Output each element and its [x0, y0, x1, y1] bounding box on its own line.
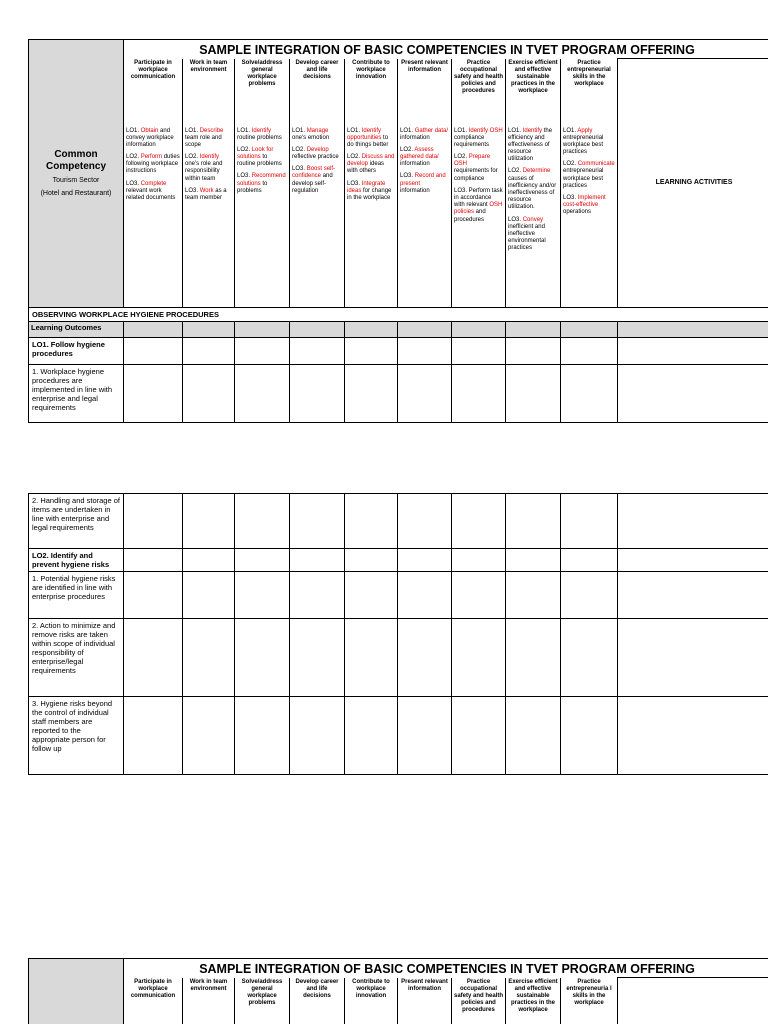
lo-text: LO3. — [563, 195, 578, 201]
competency-header: Contribute to workplace innovation — [345, 978, 398, 1024]
page-title-2: SAMPLE INTEGRATION OF BASIC COMPETENCIES IN TVET PROGRAM OFFERING — [124, 959, 768, 978]
learning-outcome-cell — [345, 125, 398, 308]
learning-outcomes-header: Learning Outcomes — [29, 322, 124, 338]
empty-cell — [290, 365, 345, 423]
competency-header: Work in team environment — [183, 59, 235, 125]
empty-cell — [618, 978, 768, 1024]
empty-cell — [345, 572, 398, 619]
lo-verb: OSH policies — [454, 202, 503, 216]
competency-header: Participate in workplace communication — [124, 59, 183, 125]
subsector-label: (Hotel and Restaurant) — [40, 189, 112, 197]
empty-cell — [398, 697, 452, 775]
learning-outcome — [292, 147, 342, 161]
sector-label: Tourism Sector — [52, 177, 100, 185]
table-row — [29, 549, 768, 572]
empty-cell — [506, 619, 561, 697]
lo-verb: Perform — [140, 154, 163, 161]
competency-header-row-2 — [29, 978, 768, 1024]
competency-table-middle — [28, 493, 768, 775]
lo-text: compliance requirements — [454, 134, 490, 148]
competency-header: Exercise efficient and effective sustainable practices in the workplace — [506, 59, 561, 125]
learning-outcome — [508, 168, 558, 211]
lo-text: and procedures — [454, 209, 486, 223]
lo-verb: Assess gathered data/ — [400, 146, 439, 161]
empty-cell — [345, 697, 398, 775]
row-label: LO2. Identify and prevent hygiene risks — [29, 549, 124, 572]
lo-text: LO1. — [508, 127, 523, 134]
lo-text: LO3. Perform task in accordance with relevant — [454, 187, 503, 209]
empty-cell — [452, 619, 506, 697]
table-row — [29, 365, 768, 423]
lo-text: ideas with others — [347, 161, 385, 175]
learning-outcome — [185, 128, 232, 150]
empty-cell — [235, 338, 290, 365]
learning-outcome — [237, 147, 287, 169]
lo-text: to problems — [237, 180, 268, 194]
empty-cell — [290, 619, 345, 697]
empty-cell — [618, 365, 768, 423]
empty-cell — [452, 572, 506, 619]
page-title: SAMPLE INTEGRATION OF BASIC COMPETENCIES IN TVET PROGRAM OFFERING — [124, 40, 768, 59]
learning-outcome — [347, 181, 395, 203]
lo-verb: Identify opportunities — [347, 127, 382, 141]
empty-cell — [345, 494, 398, 549]
learning-activities-header: LEARNING ACTIVITIES — [618, 59, 768, 308]
lo-text: to routine problems — [237, 154, 282, 168]
lo-verb: Describe — [199, 127, 224, 134]
table-row — [29, 338, 768, 365]
learning-outcome — [292, 166, 342, 195]
lo-text: information — [400, 161, 430, 168]
empty-cell — [561, 549, 618, 572]
lo-text: the efficiency and effectiveness of resource utilization — [508, 127, 553, 163]
lo-text: LO1. — [292, 127, 307, 134]
empty-cell — [452, 338, 506, 365]
empty-cell — [235, 365, 290, 423]
learning-outcome-cell — [124, 125, 183, 308]
row-label: 1. Workplace hygiene procedures are implemented in line with enterprise and legal requirements — [29, 365, 124, 423]
row-label: 2. Action to minimize and remove risks are taken within scope of individual responsibility of enterprise/legal requirements — [29, 619, 124, 697]
lo-verb: Develop — [306, 146, 329, 153]
lo-verb: Recommend solutions — [237, 173, 286, 187]
empty-cell — [506, 549, 561, 572]
lo-text: as a team member — [185, 187, 227, 201]
lo-text: to do things better — [347, 134, 389, 148]
competency-header: Work in team environment — [183, 978, 235, 1024]
lo-verb: Manage — [306, 127, 329, 134]
lo-text: for change in the workplace — [347, 187, 392, 201]
empty-cell — [618, 572, 768, 619]
empty-cell — [506, 365, 561, 423]
lo-text: LO2. — [400, 146, 415, 153]
common-competency-cell-2 — [29, 959, 124, 1024]
empty-cell — [183, 494, 235, 549]
lo-text: one's emotion — [292, 134, 330, 141]
lo-text: LO1. — [237, 127, 252, 134]
learning-outcomes-header-row — [29, 322, 768, 338]
empty-cell — [398, 549, 452, 572]
lo-text: inefficient and ineffective environmental practices — [508, 223, 546, 252]
lo-text: LO3. — [126, 180, 141, 187]
lo-verb: Complete — [140, 180, 167, 187]
row-label: 3. Hygiene risks beyond the control of individual staff members are reported to the appropriate person for follow up — [29, 697, 124, 775]
learning-outcome — [237, 173, 287, 195]
lo-text: LO2. — [237, 146, 252, 153]
learning-outcome — [185, 154, 232, 183]
learning-outcome-cell — [398, 125, 452, 308]
learning-outcome — [292, 128, 342, 142]
empty-cell — [183, 572, 235, 619]
lo-verb: Work — [199, 187, 214, 194]
empty-cell — [345, 549, 398, 572]
empty-cell — [235, 549, 290, 572]
learning-outcome — [454, 154, 503, 183]
lo-text: operations — [563, 209, 592, 216]
lo-text: LO1. — [126, 127, 141, 134]
lo-text: LO1. — [185, 127, 200, 134]
lo-text: and convey workplace information — [126, 127, 174, 148]
competency-header: Present relevant information — [398, 59, 452, 125]
empty-cell — [398, 494, 452, 549]
empty-cell — [398, 572, 452, 619]
learning-outcome — [454, 188, 503, 224]
competency-header: Present relevant information — [398, 978, 452, 1024]
row-label: 1. Potential hygiene risks are identified in line with enterprise procedures — [29, 572, 124, 619]
empty-cell — [183, 619, 235, 697]
empty-cell — [561, 338, 618, 365]
lo-verb: Implement cost-effective — [563, 195, 606, 209]
learning-outcome — [563, 161, 615, 190]
empty-cell — [561, 572, 618, 619]
empty-cell — [345, 619, 398, 697]
lo-text: requirements for compliance — [454, 168, 498, 182]
empty-cell — [124, 572, 183, 619]
empty-cell — [561, 365, 618, 423]
empty-cell — [183, 549, 235, 572]
lo-text: LO3. — [292, 166, 307, 173]
lo-text: LO3. — [400, 173, 415, 180]
lo-text: duties following workplace instructions — [126, 154, 180, 175]
row-label: 2. Handling and storage of items are undertaken in line with enterprise and legal requirements — [29, 494, 124, 549]
lo-text: LO2. — [347, 154, 362, 161]
learning-outcome — [347, 154, 395, 176]
competency-header: Practice entrepreneurial skills in the workplace — [561, 59, 618, 125]
lo-verb: Apply — [577, 127, 593, 134]
section-title: OBSERVING WORKPLACE HYGIENE PROCEDURES — [29, 308, 768, 322]
lo-verb: Identify — [251, 127, 272, 134]
empty-cell — [345, 338, 398, 365]
lo-text: and develop self-regulation — [292, 173, 333, 194]
learning-outcome — [454, 128, 503, 150]
empty-cell — [124, 697, 183, 775]
lo-verb: Identify OSH — [468, 127, 503, 134]
lo-text: LO1. — [454, 127, 469, 134]
empty-cell — [618, 619, 768, 697]
lo-text: LO3. — [347, 180, 362, 187]
competency-header: Contribute to workplace innovation — [345, 59, 398, 125]
competency-header: Solve/address general workplace problems — [235, 59, 290, 125]
empty-cell — [452, 697, 506, 775]
empty-cell — [124, 619, 183, 697]
competency-header: Practice entrepreneuria l skills in the workplace — [561, 978, 618, 1024]
lo-verb: Prepare OSH — [454, 154, 491, 168]
lo-text: LO1. — [400, 127, 415, 134]
lo-text: LO2. — [126, 154, 141, 161]
learning-outcome — [185, 188, 232, 202]
lo-text: LO3. — [237, 173, 252, 180]
lo-text: LO2. — [292, 146, 307, 153]
empty-cell — [452, 494, 506, 549]
learning-outcome — [508, 217, 558, 253]
learning-outcome — [126, 181, 180, 203]
empty-cell — [183, 338, 235, 365]
learning-outcome — [400, 147, 449, 169]
lo-verb: Determine — [522, 168, 551, 175]
lo-text: LO2. — [563, 161, 578, 168]
table-row — [29, 697, 768, 775]
lo-verb: Boost self-confidence — [292, 166, 336, 180]
empty-cell — [506, 494, 561, 549]
empty-cell — [235, 619, 290, 697]
lo-text: LO3. — [508, 216, 523, 223]
competency-header-row — [29, 59, 768, 125]
empty-cell — [235, 494, 290, 549]
lo-text: routine problems — [237, 134, 282, 141]
table-row — [29, 494, 768, 549]
lo-text: LO1. — [347, 127, 362, 134]
empty-cell — [345, 365, 398, 423]
lo-verb: Identify — [199, 154, 220, 161]
empty-cell — [235, 572, 290, 619]
lo-verb: Record and present — [400, 173, 446, 187]
empty-cell — [124, 338, 183, 365]
competency-header: Solve/address general workplace problems — [235, 978, 290, 1024]
empty-cell — [290, 697, 345, 775]
row-label: LO1. Follow hygiene procedures — [29, 338, 124, 365]
lo-text: one's role and responsibility within team — [185, 161, 223, 182]
competency-header: Develop career and life decisions — [290, 59, 345, 125]
lo-text: causes of inefficiency and/or ineffectiveness of resource utilization. — [508, 175, 557, 211]
competency-table-bottom — [28, 958, 768, 1024]
learning-outcome — [400, 173, 449, 195]
competency-table-top — [28, 39, 768, 423]
learning-outcome — [400, 128, 449, 142]
empty-cell — [561, 619, 618, 697]
competency-header: Exercise efficient and effective sustainable practices in the workplace — [506, 978, 561, 1024]
competency-header: Practice occupational safety and health policies and procedures — [452, 59, 506, 125]
common-competency-cell — [29, 40, 124, 308]
lo-verb: Look for solutions — [237, 146, 274, 161]
empty-cell — [398, 365, 452, 423]
empty-cell — [452, 549, 506, 572]
empty-cell — [290, 549, 345, 572]
learning-outcome-cell — [452, 125, 506, 308]
table-row — [29, 572, 768, 619]
empty-cell — [183, 365, 235, 423]
competency-header: Practice occupational safety and health policies and procedures — [452, 978, 506, 1024]
empty-cell — [506, 338, 561, 365]
lo-text: LO1. — [563, 127, 578, 134]
empty-cell — [398, 619, 452, 697]
lo-text: relevant work related documents — [126, 187, 176, 201]
learning-outcome — [508, 128, 558, 164]
lo-verb: Convey — [522, 216, 544, 223]
empty-cell — [398, 338, 452, 365]
lo-verb: Identify — [522, 127, 543, 134]
lo-text: reflective practice — [292, 154, 339, 161]
table-row — [29, 619, 768, 697]
lo-verb: Discuss and develop — [347, 154, 395, 168]
empty-cell — [124, 365, 183, 423]
empty-cell — [124, 549, 183, 572]
empty-cell — [618, 494, 768, 549]
empty-cell — [235, 697, 290, 775]
lo-text: entrepreneurial workplace best practices — [563, 168, 604, 189]
lo-text: LO3. — [185, 187, 200, 194]
empty-cell — [618, 338, 768, 365]
learning-outcome-cell — [561, 125, 618, 308]
common-competency-title: Common Competency — [45, 149, 106, 173]
learning-outcome-cell — [290, 125, 345, 308]
learning-outcome-cell — [235, 125, 290, 308]
learning-outcome — [126, 154, 180, 176]
empty-cell — [290, 338, 345, 365]
learning-outcome — [563, 128, 615, 157]
lo-verb: Gather data/ — [414, 127, 449, 134]
lo-text: LO2. — [454, 154, 469, 161]
learning-outcome — [126, 128, 180, 150]
learning-outcome — [347, 128, 395, 150]
lo-verb: Integrate ideas — [347, 180, 386, 194]
empty-cell — [506, 697, 561, 775]
empty-cell — [618, 549, 768, 572]
lo-text: information — [400, 134, 430, 141]
lo-verb: Communicate — [577, 161, 615, 168]
learning-outcome — [237, 128, 287, 142]
lo-text: entrepreneurial workplace best practices — [563, 134, 604, 156]
empty-cell — [183, 697, 235, 775]
lo-verb: Obtain — [140, 127, 159, 134]
empty-cell — [290, 494, 345, 549]
lo-text: team role and scope — [185, 134, 222, 148]
empty-cell — [124, 494, 183, 549]
competency-header: Develop career and life decisions — [290, 978, 345, 1024]
lo-text: information — [400, 187, 430, 194]
empty-cell — [506, 572, 561, 619]
learning-outcome-cell — [506, 125, 561, 308]
lo-text: LO2. — [508, 168, 523, 175]
learning-outcome — [563, 195, 615, 217]
empty-cell — [561, 494, 618, 549]
empty-cell — [618, 697, 768, 775]
learning-outcome-cell — [183, 125, 235, 308]
empty-cell — [290, 572, 345, 619]
empty-cell — [561, 697, 618, 775]
competency-header: Participate in workplace communication — [124, 978, 183, 1024]
lo-text: LO2. — [185, 154, 200, 161]
empty-cell — [452, 365, 506, 423]
